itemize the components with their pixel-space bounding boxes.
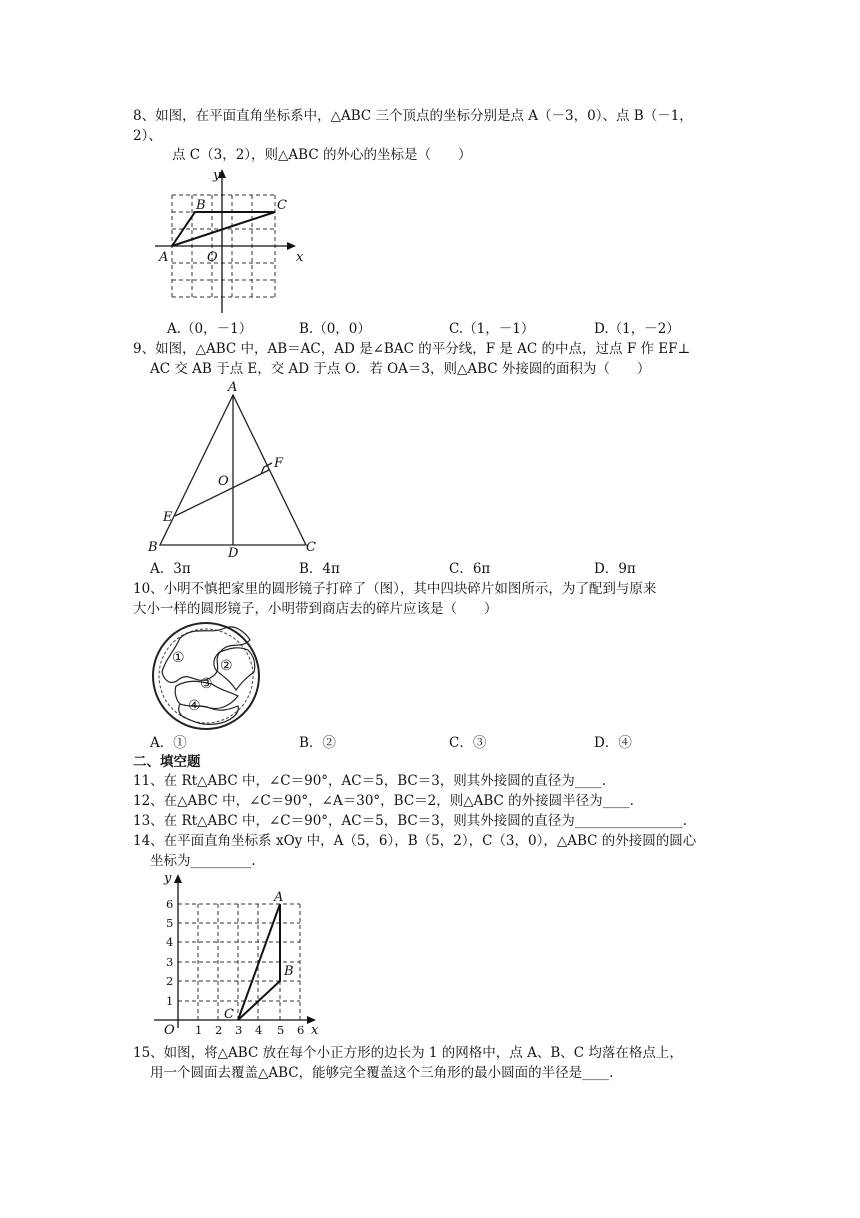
- q9-option-c[interactable]: C．6π: [449, 561, 491, 577]
- q9-text-line1: 9、如图，△ABC 中，AB＝AC，AD 是∠BAC 的平分线，F 是 AC 的中点，过点 F 作 EF⊥: [133, 341, 691, 357]
- q8-text-line2: 2）、: [133, 128, 162, 144]
- q9-option-a[interactable]: A．3π: [150, 561, 191, 577]
- q10-figure: [150, 620, 270, 732]
- q9-option-d[interactable]: D．9π: [594, 561, 636, 577]
- q9-label-D: D: [228, 546, 239, 560]
- q9-label-E: E: [163, 510, 173, 525]
- q8-option-a[interactable]: A.（0，－1）: [167, 321, 253, 337]
- q14-y-tick-3: 3: [166, 955, 174, 969]
- q14-y-tick-5: 5: [166, 916, 174, 930]
- q9-label-C: C: [306, 540, 316, 555]
- q9-label-B: B: [148, 540, 158, 555]
- q8-label-C: C: [277, 198, 287, 213]
- q10-option-c[interactable]: C．③: [449, 735, 487, 751]
- q8-text-line1: 8、如图，在平面直角坐标系中，△ABC 三个顶点的坐标分别是点 A（－3，0）、点 B（－1，: [133, 108, 693, 124]
- q10-shard-label-2: ②: [220, 658, 233, 674]
- q15-text-line2: 用一个圆面去覆盖△ABC，能够完全覆盖这个三角形的最小圆面的半径是____.: [150, 1065, 614, 1081]
- q9-label-A: A: [228, 380, 238, 395]
- q8-label-y: y: [213, 168, 221, 183]
- q14-label-x: x: [311, 1023, 319, 1038]
- q8-option-c[interactable]: C.（1，－1）: [449, 321, 535, 337]
- q10-option-b[interactable]: B．②: [299, 735, 336, 751]
- q14-label-A: A: [274, 890, 284, 905]
- q9-label-O: O: [218, 474, 229, 489]
- section-title-fill-in: 二、填空题: [133, 754, 201, 770]
- q12-text: 12、在△ABC 中，∠C＝90°，∠A＝30°，BC＝2，则△ABC 的外接圆半径为____.: [133, 793, 634, 809]
- q9-label-F: F: [274, 456, 284, 471]
- q8-option-d[interactable]: D.（1，－2）: [594, 321, 680, 337]
- q9-figure: [148, 375, 328, 560]
- q14-x-tick-2: 2: [215, 1023, 223, 1037]
- q14-x-tick-6: 6: [297, 1023, 305, 1037]
- q10-text-line2: 大小一样的圆形镜子，小明带到商店去的碎片应该是（ ）: [133, 601, 498, 617]
- q14-label-O: O: [164, 1023, 175, 1038]
- q14-y-tick-6: 6: [166, 897, 174, 911]
- q14-x-tick-1: 1: [195, 1023, 203, 1037]
- q8-label-x: x: [296, 250, 304, 265]
- q14-y-tick-2: 2: [166, 974, 174, 988]
- q14-x-tick-3: 3: [235, 1023, 243, 1037]
- q8-label-A: A: [159, 250, 169, 265]
- q8-option-b[interactable]: B.（0，0）: [299, 321, 371, 337]
- q14-y-tick-1: 1: [166, 994, 174, 1008]
- q15-text-line1: 15、如图，将△ABC 放在每个小正方形的边长为 1 的网格中，点 A、B、C 均落在格点上，: [133, 1045, 683, 1061]
- q14-figure: [150, 868, 325, 1038]
- q14-label-C: C: [224, 1007, 234, 1022]
- q10-shard-label-3: ③: [200, 676, 213, 692]
- q14-x-tick-5: 5: [277, 1023, 285, 1037]
- q10-option-a[interactable]: A．①: [150, 735, 187, 751]
- q14-x-tick-4: 4: [255, 1023, 263, 1037]
- q10-text-line1: 10、小明不慎把家里的圆形镜子打碎了（图），其中四块碎片如图所示，为了配到与原来: [133, 581, 657, 597]
- q9-option-b[interactable]: B．4π: [299, 561, 340, 577]
- q14-text-line2: 坐标为_________.: [150, 853, 256, 869]
- q14-y-tick-4: 4: [166, 935, 174, 949]
- q13-text: 13、在 Rt△ABC 中，∠C＝90°，AC＝5，BC＝3，则其外接圆的直径为________________.: [133, 813, 688, 829]
- q11-text: 11、在 Rt△ABC 中，∠C＝90°，AC＝5，BC＝3，则其外接圆的直径为____.: [133, 773, 607, 789]
- q10-shard-label-1: ①: [172, 650, 185, 666]
- q14-label-B: B: [284, 964, 294, 979]
- q10-shard-label-4: ④: [188, 698, 201, 714]
- q8-label-O: O: [207, 250, 218, 265]
- q10-option-d[interactable]: D．④: [594, 735, 632, 751]
- q8-label-B: B: [196, 198, 206, 213]
- q14-label-y: y: [164, 871, 172, 886]
- q8-figure: [150, 165, 310, 315]
- q9-text-line2: AC 交 AB 于点 E，交 AD 于点 O．若 OA＝3，则△ABC 外接圆的面积为（ ）: [150, 361, 651, 377]
- q8-text-line3: 点 C（3，2），则△ABC 的外心的坐标是（ ）: [172, 147, 472, 163]
- q14-text-line1: 14、在平面直角坐标系 xOy 中，A（5，6），B（5，2），C（3，0），△ABC 的外接圆的圆心: [133, 833, 697, 849]
